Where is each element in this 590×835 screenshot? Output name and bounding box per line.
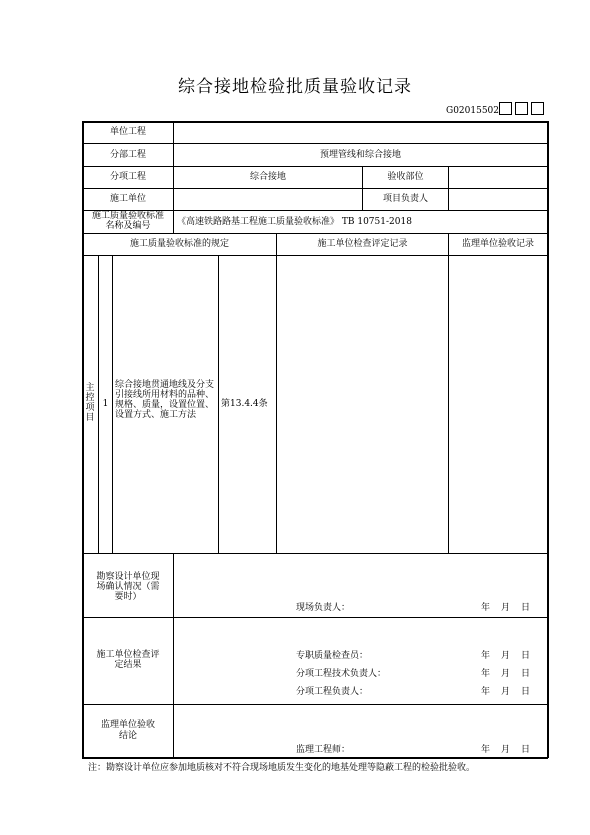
acceptance-part-label: 验收部位 [387, 172, 424, 182]
code-box-2[interactable] [515, 102, 528, 115]
main-control-text: 综合接地贯通地线及分支引接线所用材料的品种、规格、质量，设置位置、设置方式、施工方法 [115, 380, 215, 420]
unit-project-label: 单位工程 [109, 127, 146, 137]
code-box-1[interactable] [499, 102, 512, 115]
main-control-clause: 第13.4.4条 [221, 399, 268, 409]
tech-date-y: 年 [481, 669, 491, 679]
standard-label-line2: 名称及编号 [105, 221, 151, 231]
form-code: G02015502 [446, 106, 499, 116]
item-date-m: 月 [501, 687, 511, 697]
sub-project-label: 分部工程 [109, 150, 146, 160]
survey-date-y: 年 [481, 603, 491, 613]
main-control-index: 1 [102, 399, 109, 409]
header-contractor-record: 施工单位检查评定记录 [317, 239, 408, 249]
inspector-date-y: 年 [481, 651, 491, 661]
item-date-d: 日 [521, 687, 531, 697]
page-title: 综合接地检验批质量验收记录 [178, 77, 412, 97]
main-control-label: 主控项目 [85, 383, 95, 423]
survey-date-m: 月 [501, 603, 511, 613]
standard-value: 《高速铁路路基工程施工质量验收标准》 TB 10751-2018 [177, 217, 412, 227]
quality-inspector-label: 专职质量检查员： [296, 651, 369, 661]
item-leader-label: 分项工程负责人： [296, 687, 369, 697]
inspector-date-d: 日 [521, 651, 531, 661]
tech-leader-label: 分项工程技术负责人： [296, 669, 387, 679]
supervisor-date-d: 日 [521, 745, 531, 755]
inspector-date-m: 月 [501, 651, 511, 661]
sub-project-value: 预埋管线和综合接地 [319, 150, 401, 160]
supervisor-date-m: 月 [501, 745, 511, 755]
contractor-result-label: 施工单位检查评定结果 [96, 650, 160, 670]
survey-sign-label: 现场负责人： [296, 603, 351, 613]
survey-label: 勘察设计单位现场确认情况（需要时） [96, 572, 160, 602]
footer-note: 注：勘察设计单位应参加地质核对不符合现场地质发生变化的地基处理等隐蔽工程的检验批验收。 [88, 763, 476, 773]
contractor-label: 施工单位 [109, 194, 146, 204]
standard-label-line1: 施工质量验收标准 [91, 211, 164, 221]
item-project-label: 分项工程 [109, 172, 146, 182]
supervisor-date-y: 年 [481, 745, 491, 755]
tech-date-m: 月 [501, 669, 511, 679]
header-standard-rules: 施工质量验收标准的规定 [129, 239, 229, 249]
code-box-3[interactable] [531, 102, 544, 115]
item-date-y: 年 [481, 687, 491, 697]
item-project-value: 综合接地 [249, 172, 286, 182]
project-leader-label: 项目负责人 [382, 194, 428, 204]
supervisor-sign-label: 监理工程师： [296, 745, 351, 755]
header-supervisor-record: 监理单位验收记录 [461, 239, 534, 249]
supervisor-conclusion-label: 监理单位验收结论 [100, 720, 155, 741]
tech-date-d: 日 [521, 669, 531, 679]
survey-date-d: 日 [521, 603, 531, 613]
